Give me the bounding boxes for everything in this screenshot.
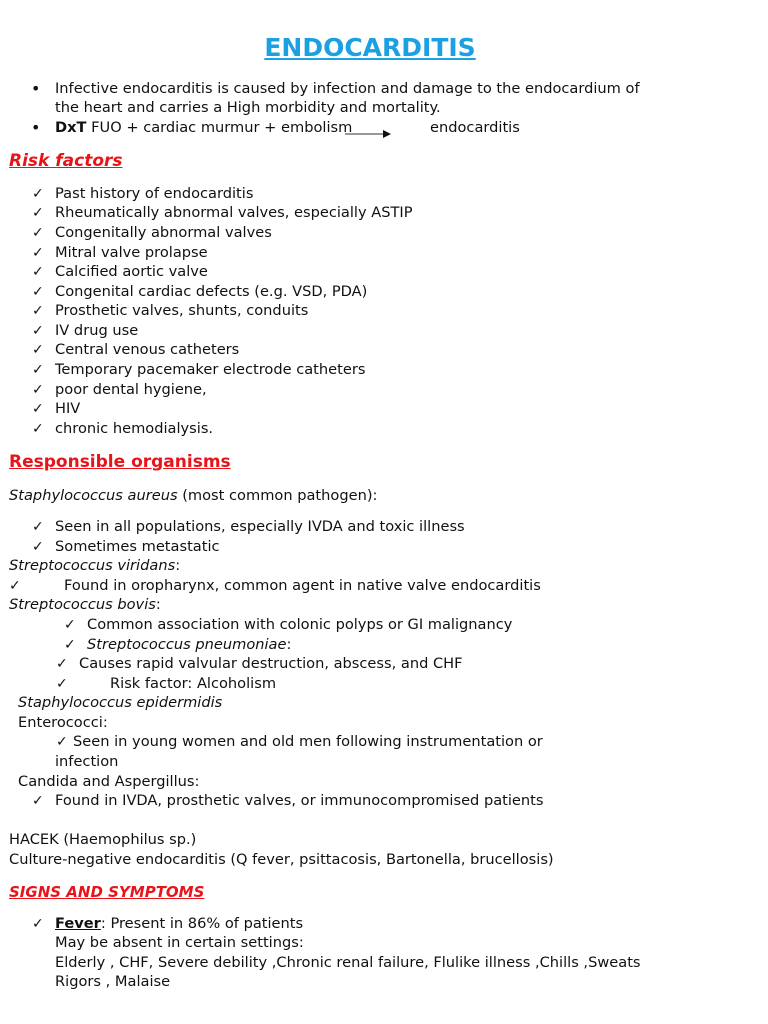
- bullet-icon: •: [31, 118, 41, 137]
- check-mark-icon: ✓: [9, 578, 21, 594]
- intro-line-2: the heart and carries a High morbidity and mortality.: [55, 99, 441, 116]
- check-mark-icon: ✓: [32, 382, 44, 398]
- check-mark-icon: ✓: [32, 323, 44, 339]
- dxt-result: endocarditis: [430, 119, 520, 136]
- check-mark-icon: ✓: [32, 303, 44, 319]
- strep-bovis-line: Streptococcus bovis:: [9, 596, 161, 613]
- candida: Candida and Aspergillus:: [18, 773, 200, 790]
- strep-pneumoniae-line: Streptococcus pneumoniae:: [87, 636, 292, 653]
- check-mark-icon: ✓: [32, 519, 44, 535]
- check-mark-icon: ✓: [32, 284, 44, 300]
- dxt-text: FUO + cardiac murmur + embolism: [91, 119, 353, 136]
- culture-negative: Culture-negative endocarditis (Q fever, psittacosis, Bartonella, brucellosis): [9, 851, 554, 868]
- dxt-label: DxT: [55, 119, 87, 136]
- fever-line: [55, 915, 303, 933]
- organisms-heading: Responsible organisms: [9, 452, 231, 472]
- strep-pneumoniae-item: Causes rapid valvular destruction, abscess, and CHF: [79, 655, 463, 672]
- check-mark-icon: ✓: [32, 421, 44, 437]
- strep-viridans-line: Streptococcus viridans:: [9, 557, 181, 574]
- risk-factor-item: Congenitally abnormal valves: [55, 224, 272, 241]
- check-mark-icon: ✓: [32, 401, 44, 417]
- check-mark-icon: ✓: [32, 225, 44, 241]
- signs-line-3: Elderly , CHF, Severe debility ,Chronic renal failure, Flulike illness ,Chills ,Sweats: [55, 954, 641, 971]
- candida-item: Found in IVDA, prosthetic valves, or immunocompromised patients: [55, 792, 544, 809]
- intro-line-1: Infective endocarditis is caused by infection and damage to the endocardium of: [55, 80, 640, 97]
- check-mark-icon: ✓: [32, 539, 44, 555]
- enterococci: Enterococci:: [18, 714, 108, 731]
- check-mark-icon: ✓: [56, 734, 68, 750]
- check-mark-icon: ✓: [32, 362, 44, 378]
- check-mark-icon: ✓: [56, 656, 68, 672]
- hacek: HACEK (Haemophilus sp.): [9, 831, 197, 848]
- staph-aureus-item: Seen in all populations, especially IVDA and toxic illness: [55, 518, 465, 535]
- staph-aureus-note: (most common pathogen):: [177, 487, 378, 504]
- risk-factor-item: Prosthetic valves, shunts, conduits: [55, 302, 309, 319]
- check-mark-icon: ✓: [56, 676, 68, 692]
- fever-text: : Present in 86% of patients: [100, 915, 304, 932]
- risk-factor-item: HIV: [55, 400, 81, 417]
- check-mark-icon: ✓: [32, 186, 44, 202]
- risk-factor-item: Calcified aortic valve: [55, 263, 208, 280]
- check-mark-icon: ✓: [32, 916, 44, 932]
- signs-heading: SIGNS AND SYMPTOMS: [9, 883, 205, 901]
- enterococci-item-line-2: infection: [55, 753, 119, 770]
- check-mark-icon: ✓: [32, 264, 44, 280]
- check-mark-icon: ✓: [32, 245, 44, 261]
- check-mark-icon: ✓: [32, 342, 44, 358]
- staph-epidermidis: Staphylococcus epidermidis: [18, 694, 223, 711]
- strep-viridans-name: Streptococcus viridans: [9, 557, 176, 574]
- check-mark-icon: ✓: [64, 617, 76, 633]
- bullet-icon: •: [31, 79, 41, 98]
- risk-factor-item: Past history of endocarditis: [55, 185, 254, 202]
- risk-factor-item: Mitral valve prolapse: [55, 244, 208, 261]
- staph-aureus-item: Sometimes metastatic: [55, 538, 220, 555]
- strep-viridans-item: Found in oropharynx, common agent in native valve endocarditis: [64, 577, 541, 594]
- signs-line-2: May be absent in certain settings:: [55, 934, 304, 951]
- risk-factor-item: chronic hemodialysis.: [55, 420, 214, 437]
- page-title: ENDOCARDITIS: [264, 33, 476, 62]
- risk-factor-item: IV drug use: [55, 322, 139, 339]
- fever-label: Fever: [55, 915, 101, 932]
- risk-factors-heading: Risk factors: [9, 151, 123, 171]
- check-mark-icon: ✓: [32, 793, 44, 809]
- staph-aureus-name: Staphylococcus aureus: [9, 487, 178, 504]
- strep-bovis-name: Streptococcus bovis: [9, 596, 156, 613]
- check-mark-icon: ✓: [64, 637, 76, 653]
- strep-pneumoniae-item: Risk factor: Alcoholism: [110, 675, 277, 692]
- signs-line-4: Rigors , Malaise: [55, 973, 171, 990]
- enterococci-item-line-1: Seen in young women and old men following instrumentation or: [73, 733, 543, 750]
- strep-pneumoniae-name: Streptococcus pneumoniae: [87, 636, 287, 653]
- dxt-line: [55, 119, 352, 137]
- risk-factor-item: Central venous catheters: [55, 341, 240, 358]
- risk-factor-item: Rheumatically abnormal valves, especially ASTIP: [55, 204, 413, 221]
- risk-factor-item: poor dental hygiene,: [55, 381, 207, 398]
- staph-aureus-line: [9, 487, 377, 505]
- check-mark-icon: ✓: [32, 205, 44, 221]
- arrow-right-icon: [345, 127, 395, 141]
- risk-factor-item: Congenital cardiac defects (e.g. VSD, PDA): [55, 283, 368, 300]
- strep-bovis-item: Common association with colonic polyps or GI malignancy: [87, 616, 513, 633]
- risk-factor-item: Temporary pacemaker electrode catheters: [55, 361, 366, 378]
